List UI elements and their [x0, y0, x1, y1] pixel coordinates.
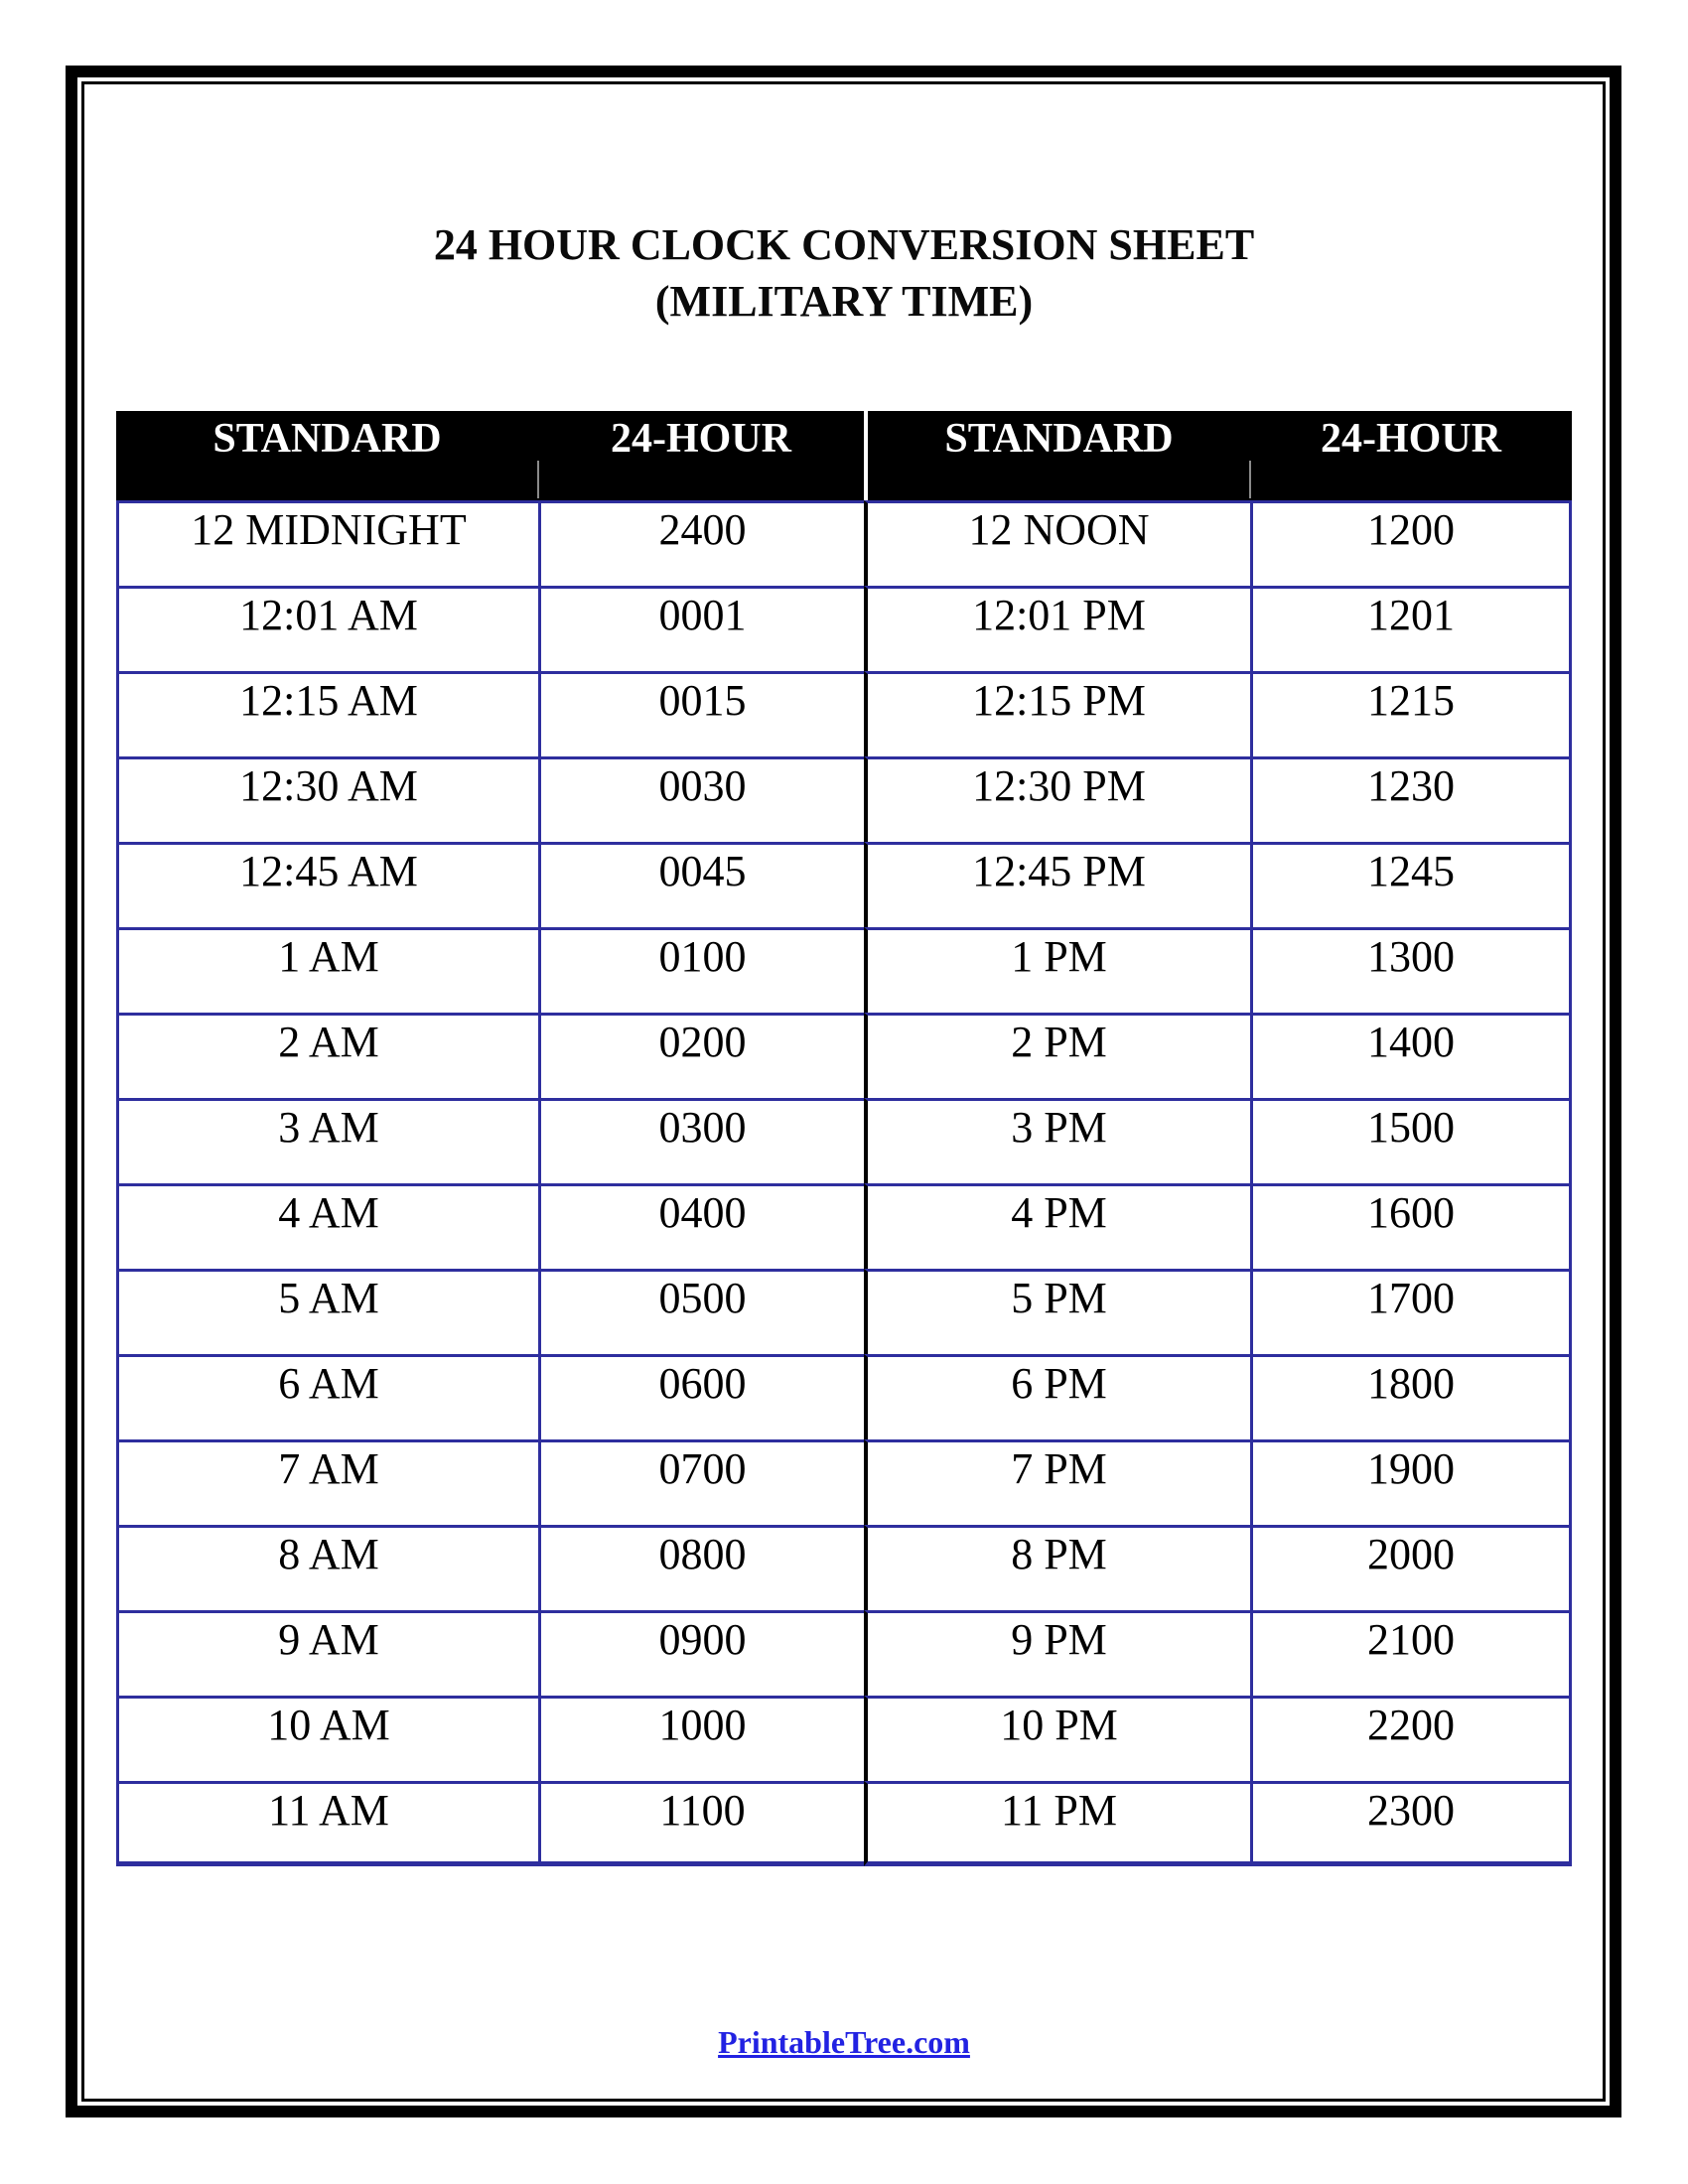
table-cell: 0600 — [538, 1354, 864, 1439]
table-cell: 0800 — [538, 1525, 864, 1610]
table-cell: 1 AM — [116, 927, 538, 1013]
table-cell: 4 PM — [864, 1183, 1250, 1269]
table-cell: 1700 — [1250, 1269, 1572, 1354]
footer — [0, 2022, 1688, 2062]
table-cell: 1215 — [1250, 671, 1572, 756]
table-cell: 2400 — [538, 500, 864, 586]
table-cell: 0900 — [538, 1610, 864, 1696]
table-cell: 9 PM — [864, 1610, 1250, 1696]
table-cell: 11 PM — [864, 1781, 1250, 1866]
table-cell: 3 PM — [864, 1098, 1250, 1183]
table-cell: 0700 — [538, 1439, 864, 1525]
table-cell: 1 PM — [864, 927, 1250, 1013]
table-cell: 1300 — [1250, 927, 1572, 1013]
table-cell: 9 AM — [116, 1610, 538, 1696]
table-cell: 12:15 PM — [864, 671, 1250, 756]
table-cell: 6 AM — [116, 1354, 538, 1439]
table-cell: 8 AM — [116, 1525, 538, 1610]
table-cell: 0500 — [538, 1269, 864, 1354]
table-cell: 4 AM — [116, 1183, 538, 1269]
title-line-1: 24 HOUR CLOCK CONVERSION SHEET — [433, 220, 1255, 269]
table-cell: 12 NOON — [864, 500, 1250, 586]
table-cell: 2 AM — [116, 1013, 538, 1098]
table-cell: 1230 — [1250, 756, 1572, 842]
table-cell: 0015 — [538, 671, 864, 756]
table-cell: 1200 — [1250, 500, 1572, 586]
conversion-table — [116, 411, 1572, 1866]
table-cell: 12:30 AM — [116, 756, 538, 842]
header-24hour-pm: 24-HOUR — [1250, 411, 1572, 500]
table-cell: 8 PM — [864, 1525, 1250, 1610]
table-cell: 5 AM — [116, 1269, 538, 1354]
table-cell: 12:01 PM — [864, 586, 1250, 671]
table-cell: 5 PM — [864, 1269, 1250, 1354]
table-cell: 6 PM — [864, 1354, 1250, 1439]
table-cell: 1500 — [1250, 1098, 1572, 1183]
table-cell: 12:15 AM — [116, 671, 538, 756]
table-cell: 7 AM — [116, 1439, 538, 1525]
table-cell: 1000 — [538, 1696, 864, 1781]
table-cell: 7 PM — [864, 1439, 1250, 1525]
table-cell: 0200 — [538, 1013, 864, 1098]
table-cell: 2 PM — [864, 1013, 1250, 1098]
table-cell: 10 AM — [116, 1696, 538, 1781]
table-cell: 1400 — [1250, 1013, 1572, 1098]
table-cell: 12:45 PM — [864, 842, 1250, 927]
table-cell: 2100 — [1250, 1610, 1572, 1696]
table-cell: 1201 — [1250, 586, 1572, 671]
table-cell: 10 PM — [864, 1696, 1250, 1781]
table-cell: 2000 — [1250, 1525, 1572, 1610]
table-cell: 0100 — [538, 927, 864, 1013]
table-cell: 1245 — [1250, 842, 1572, 927]
header-standard-pm: STANDARD — [864, 411, 1250, 500]
table-cell: 12:01 AM — [116, 586, 538, 671]
table-cell: 12:30 PM — [864, 756, 1250, 842]
table-cell: 1800 — [1250, 1354, 1572, 1439]
table-cell: 0001 — [538, 586, 864, 671]
table-cell: 11 AM — [116, 1781, 538, 1866]
printabletree-link[interactable]: PrintableTree.com — [718, 2024, 970, 2060]
header-24hour-am: 24-HOUR — [538, 411, 864, 500]
table-cell: 0300 — [538, 1098, 864, 1183]
table-cell: 1100 — [538, 1781, 864, 1866]
table-cell: 2300 — [1250, 1781, 1572, 1866]
table-cell: 1600 — [1250, 1183, 1572, 1269]
table-cell: 2200 — [1250, 1696, 1572, 1781]
table-cell: 1900 — [1250, 1439, 1572, 1525]
table-cell: 12:45 AM — [116, 842, 538, 927]
table-cell: 0400 — [538, 1183, 864, 1269]
table-cell: 0030 — [538, 756, 864, 842]
table-cell: 12 MIDNIGHT — [116, 500, 538, 586]
header-standard-am: STANDARD — [116, 411, 538, 500]
table-cell: 0045 — [538, 842, 864, 927]
table-cell: 3 AM — [116, 1098, 538, 1183]
page-title — [0, 216, 1688, 330]
title-line-2: (MILITARY TIME) — [654, 277, 1034, 326]
